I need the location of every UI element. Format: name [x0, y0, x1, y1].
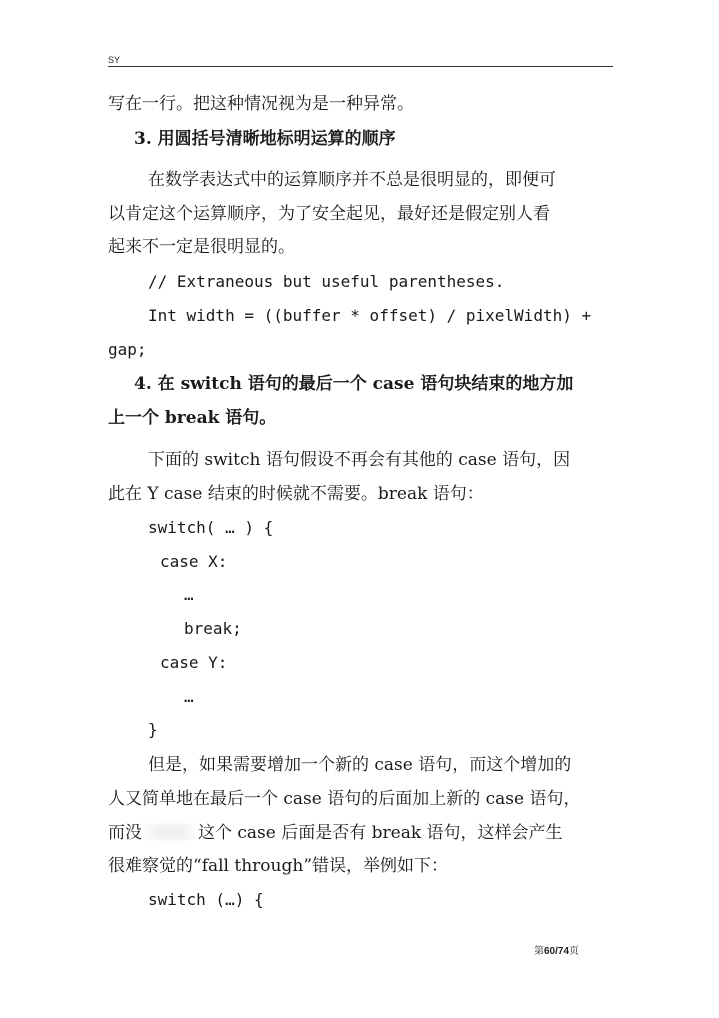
paragraph-line: 起来不一定是很明显的。: [108, 237, 295, 257]
page-suffix: 页: [569, 946, 580, 957]
paragraph-line: 在数学表达式中的运算顺序并不总是很明显的，即便可: [148, 170, 556, 190]
section-heading-4-cont: 上一个 break 语句。: [108, 408, 277, 428]
header-rule: [108, 66, 613, 67]
header-label: SY: [108, 55, 121, 65]
paragraph-line: 人又简单地在最后一个 case 语句的后面加上新的 case 语句，: [108, 789, 581, 809]
paragraph-line: [108, 823, 563, 843]
code-line: gap;: [108, 340, 147, 359]
section-heading-4: 4. 在 switch 语句的最后一个 case 语句块结束的地方加: [134, 374, 574, 394]
code-line: …: [184, 585, 194, 604]
paragraph-fragment: 这个 case 后面是否有 break 语句，这样会产生: [198, 823, 563, 843]
page-prefix: 第: [534, 946, 544, 957]
code-line: }: [148, 720, 158, 739]
code-line: break;: [184, 619, 242, 638]
code-line: switch( … ) {: [148, 518, 274, 537]
paragraph-line: 以肯定这个运算顺序，为了安全起见，最好还是假定别人看: [108, 204, 550, 224]
code-line: case Y:: [160, 653, 228, 672]
paragraph-line: 但是，如果需要增加一个新的 case 语句，而这个增加的: [148, 755, 572, 775]
section-heading-3: 3. 用圆括号清晰地标明运算的顺序: [134, 129, 396, 149]
code-line: switch (…) {: [148, 890, 264, 909]
paragraph-fragment: 而没: [108, 823, 142, 843]
code-line: …: [184, 687, 194, 706]
paragraph-line: 很难察觉的“fall through”错误，举例如下：: [108, 856, 449, 876]
paragraph-line: 此在 Y case 结束的时候就不需要。break 语句：: [108, 484, 484, 504]
page-count: 60/74: [544, 946, 570, 957]
blurred-text-region: [142, 824, 198, 840]
code-line: case X:: [160, 552, 228, 571]
text-line: 写在一行。把这种情况视为是一种异常。: [108, 94, 414, 114]
paragraph-line: 下面的 switch 语句假设不再会有其他的 case 语句，因: [148, 450, 571, 470]
code-line: // Extraneous but useful parentheses.: [148, 272, 505, 291]
code-line: Int width = ((buffer * offset) / pixelWidth) +: [148, 306, 592, 325]
page-number: [534, 942, 579, 957]
